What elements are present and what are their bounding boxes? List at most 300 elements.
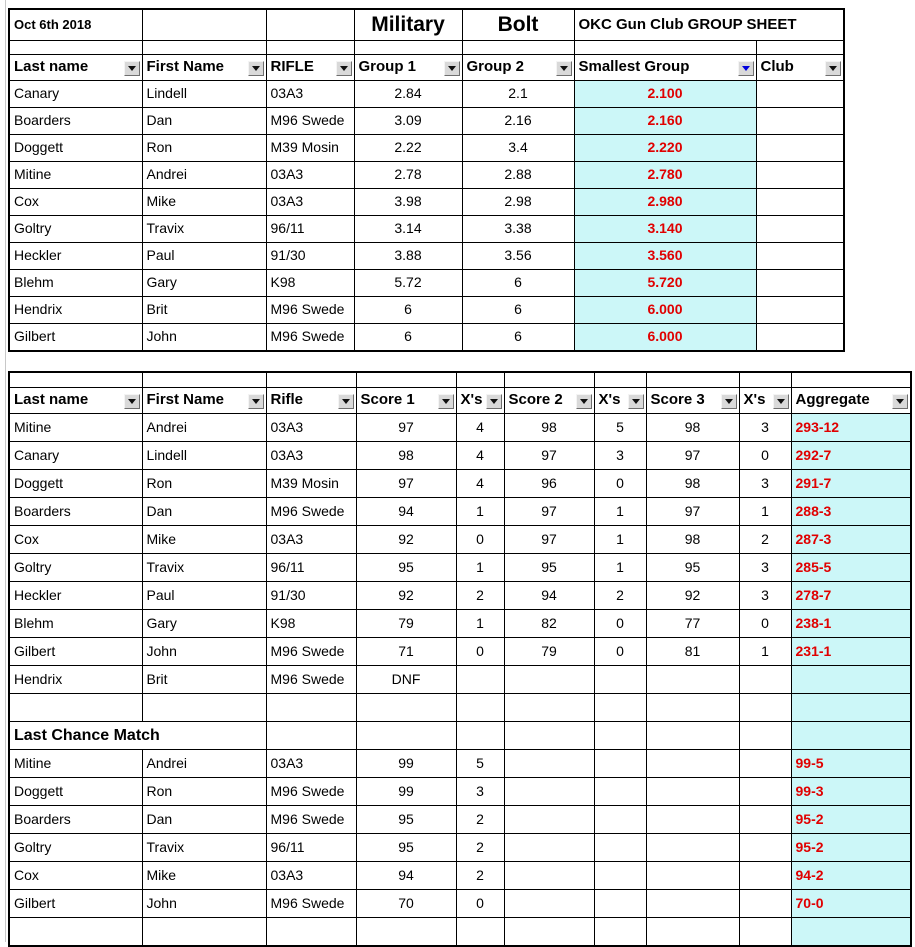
- cell[interactable]: Goltry: [9, 834, 142, 862]
- cell[interactable]: 1: [739, 498, 791, 526]
- cell[interactable]: 1: [594, 554, 646, 582]
- cell[interactable]: M96 Swede: [266, 778, 356, 806]
- cell[interactable]: 6.000: [574, 297, 756, 324]
- cell[interactable]: [646, 778, 739, 806]
- cell[interactable]: 2.160: [574, 108, 756, 135]
- cell[interactable]: 97: [504, 442, 594, 470]
- column-header-x-s[interactable]: [739, 388, 791, 414]
- filter-arrow-icon[interactable]: [486, 394, 502, 409]
- cell[interactable]: 2: [456, 862, 504, 890]
- cell[interactable]: 03A3: [266, 862, 356, 890]
- cell[interactable]: 2: [456, 582, 504, 610]
- column-header-first-name[interactable]: [142, 388, 266, 414]
- filter-arrow-icon[interactable]: [438, 394, 454, 409]
- cell[interactable]: Cox: [9, 189, 142, 216]
- filter-arrow-icon[interactable]: [721, 394, 737, 409]
- cell[interactable]: 03A3: [266, 414, 356, 442]
- cell[interactable]: [504, 890, 594, 918]
- cell[interactable]: [739, 806, 791, 834]
- cell[interactable]: Gilbert: [9, 638, 142, 666]
- cell[interactable]: Goltry: [9, 216, 142, 243]
- cell[interactable]: [594, 666, 646, 694]
- cell[interactable]: [739, 862, 791, 890]
- cell[interactable]: 92: [356, 526, 456, 554]
- cell[interactable]: [646, 834, 739, 862]
- cell[interactable]: Andrei: [142, 750, 266, 778]
- cell[interactable]: Mitine: [9, 162, 142, 189]
- cell[interactable]: [756, 243, 844, 270]
- column-header-group-1[interactable]: [354, 55, 462, 81]
- cell[interactable]: 4: [456, 442, 504, 470]
- cell[interactable]: 94-2: [791, 862, 911, 890]
- cell[interactable]: [142, 372, 266, 388]
- cell[interactable]: [504, 778, 594, 806]
- cell[interactable]: 2.88: [462, 162, 574, 189]
- cell[interactable]: 2.98: [462, 189, 574, 216]
- column-header-score-1[interactable]: [356, 388, 456, 414]
- cell[interactable]: [142, 694, 266, 722]
- cell[interactable]: 95: [356, 554, 456, 582]
- cell[interactable]: [504, 372, 594, 388]
- cell[interactable]: [594, 372, 646, 388]
- cell[interactable]: 95: [356, 834, 456, 862]
- filter-arrow-icon[interactable]: [576, 394, 592, 409]
- cell[interactable]: 92: [356, 582, 456, 610]
- cell[interactable]: 96: [504, 470, 594, 498]
- cell[interactable]: 231-1: [791, 638, 911, 666]
- cell[interactable]: 1: [456, 498, 504, 526]
- cell[interactable]: [756, 41, 844, 55]
- cell[interactable]: Brit: [142, 297, 266, 324]
- cell[interactable]: [756, 270, 844, 297]
- cell[interactable]: 278-7: [791, 582, 911, 610]
- cell[interactable]: [646, 372, 739, 388]
- cell[interactable]: 0: [456, 526, 504, 554]
- cell[interactable]: [456, 694, 504, 722]
- cell[interactable]: 3.38: [462, 216, 574, 243]
- cell[interactable]: 94: [356, 498, 456, 526]
- cell[interactable]: 97: [504, 498, 594, 526]
- cell[interactable]: [462, 41, 574, 55]
- cell[interactable]: 288-3: [791, 498, 911, 526]
- cell[interactable]: 77: [646, 610, 739, 638]
- cell[interactable]: 5: [456, 750, 504, 778]
- cell[interactable]: 79: [356, 610, 456, 638]
- cell[interactable]: Boarders: [9, 498, 142, 526]
- cell[interactable]: 6: [462, 324, 574, 352]
- cell[interactable]: Doggett: [9, 778, 142, 806]
- cell[interactable]: 99-3: [791, 778, 911, 806]
- cell[interactable]: 3: [739, 470, 791, 498]
- cell[interactable]: 91/30: [266, 243, 354, 270]
- cell[interactable]: [594, 750, 646, 778]
- cell[interactable]: [9, 372, 142, 388]
- cell[interactable]: [142, 9, 266, 41]
- cell[interactable]: Ron: [142, 778, 266, 806]
- cell[interactable]: 0: [456, 638, 504, 666]
- cell[interactable]: Andrei: [142, 414, 266, 442]
- cell[interactable]: 293-12: [791, 414, 911, 442]
- cell[interactable]: 03A3: [266, 81, 354, 108]
- cell[interactable]: [791, 694, 911, 722]
- cell[interactable]: 2: [456, 834, 504, 862]
- filter-arrow-icon[interactable]: [338, 394, 354, 409]
- cell[interactable]: [504, 834, 594, 862]
- cell[interactable]: M96 Swede: [266, 890, 356, 918]
- cell[interactable]: [739, 834, 791, 862]
- cell[interactable]: 70-0: [791, 890, 911, 918]
- cell[interactable]: [504, 694, 594, 722]
- filter-arrow-icon[interactable]: [628, 394, 644, 409]
- cell[interactable]: [504, 806, 594, 834]
- cell[interactable]: Heckler: [9, 243, 142, 270]
- cell[interactable]: Paul: [142, 582, 266, 610]
- cell[interactable]: [646, 722, 739, 750]
- cell[interactable]: 2.100: [574, 81, 756, 108]
- date-cell[interactable]: Oct 6th 2018: [9, 9, 142, 41]
- column-header-first-name[interactable]: [142, 55, 266, 81]
- cell[interactable]: [594, 890, 646, 918]
- column-header-smallest-group[interactable]: [574, 55, 756, 81]
- cell[interactable]: Mike: [142, 862, 266, 890]
- cell[interactable]: 3: [739, 554, 791, 582]
- cell[interactable]: 6: [354, 297, 462, 324]
- cell[interactable]: 82: [504, 610, 594, 638]
- cell[interactable]: 2.84: [354, 81, 462, 108]
- cell[interactable]: 6.000: [574, 324, 756, 352]
- cell[interactable]: 03A3: [266, 189, 354, 216]
- cell[interactable]: [356, 722, 456, 750]
- column-header-last-name[interactable]: [9, 388, 142, 414]
- cell[interactable]: [756, 162, 844, 189]
- cell[interactable]: 3: [594, 442, 646, 470]
- cell[interactable]: 99-5: [791, 750, 911, 778]
- cell[interactable]: [739, 778, 791, 806]
- cell[interactable]: 3: [739, 582, 791, 610]
- section-title[interactable]: Last Chance Match: [9, 722, 266, 750]
- filter-arrow-icon[interactable]: [773, 394, 789, 409]
- cell[interactable]: 238-1: [791, 610, 911, 638]
- column-header-aggregate[interactable]: [791, 388, 911, 414]
- cell[interactable]: Dan: [142, 806, 266, 834]
- cell[interactable]: Mitine: [9, 414, 142, 442]
- cell[interactable]: Mike: [142, 526, 266, 554]
- cell[interactable]: [791, 666, 911, 694]
- cell[interactable]: John: [142, 638, 266, 666]
- cell[interactable]: Blehm: [9, 270, 142, 297]
- cell[interactable]: [266, 694, 356, 722]
- cell[interactable]: [504, 722, 594, 750]
- cell[interactable]: 99: [356, 778, 456, 806]
- cell[interactable]: 2: [594, 582, 646, 610]
- column-header-club[interactable]: [756, 55, 844, 81]
- cell[interactable]: [646, 890, 739, 918]
- cell[interactable]: Travix: [142, 834, 266, 862]
- cell[interactable]: 91/30: [266, 582, 356, 610]
- cell[interactable]: [756, 108, 844, 135]
- cell[interactable]: 03A3: [266, 442, 356, 470]
- cell[interactable]: Travix: [142, 554, 266, 582]
- cell[interactable]: 70: [356, 890, 456, 918]
- cell[interactable]: 1: [594, 526, 646, 554]
- filter-arrow-icon[interactable]: [892, 394, 908, 409]
- filter-arrow-icon[interactable]: [248, 61, 264, 76]
- cell[interactable]: 97: [504, 526, 594, 554]
- cell[interactable]: 96/11: [266, 216, 354, 243]
- cell[interactable]: 1: [739, 638, 791, 666]
- cell[interactable]: [266, 722, 356, 750]
- cell[interactable]: 96/11: [266, 834, 356, 862]
- cell[interactable]: 0: [594, 470, 646, 498]
- cell[interactable]: Gary: [142, 270, 266, 297]
- cell[interactable]: 0: [739, 610, 791, 638]
- cell[interactable]: Dan: [142, 498, 266, 526]
- cell[interactable]: 98: [646, 526, 739, 554]
- cell[interactable]: 2.780: [574, 162, 756, 189]
- filter-arrow-icon[interactable]: [444, 61, 460, 76]
- cell[interactable]: [594, 862, 646, 890]
- cell[interactable]: 6: [354, 324, 462, 352]
- cell[interactable]: M39 Mosin: [266, 470, 356, 498]
- cell[interactable]: 71: [356, 638, 456, 666]
- cell[interactable]: Goltry: [9, 554, 142, 582]
- cell[interactable]: [504, 666, 594, 694]
- cell[interactable]: M96 Swede: [266, 108, 354, 135]
- cell[interactable]: [646, 666, 739, 694]
- cell[interactable]: [756, 81, 844, 108]
- cell[interactable]: Ron: [142, 470, 266, 498]
- cell[interactable]: M96 Swede: [266, 498, 356, 526]
- cell[interactable]: 6: [462, 297, 574, 324]
- military-label[interactable]: Military: [354, 9, 462, 41]
- filter-arrow-icon[interactable]: [248, 394, 264, 409]
- cell[interactable]: 97: [646, 498, 739, 526]
- cell[interactable]: 2.220: [574, 135, 756, 162]
- column-header-score-3[interactable]: [646, 388, 739, 414]
- cell[interactable]: [756, 189, 844, 216]
- filter-arrow-icon[interactable]: [738, 61, 754, 76]
- cell[interactable]: [456, 722, 504, 750]
- cell[interactable]: M96 Swede: [266, 806, 356, 834]
- cell[interactable]: 95: [646, 554, 739, 582]
- cell[interactable]: 291-7: [791, 470, 911, 498]
- cell[interactable]: [739, 722, 791, 750]
- cell[interactable]: 5.72: [354, 270, 462, 297]
- cell[interactable]: [791, 722, 911, 750]
- filter-arrow-icon[interactable]: [124, 394, 140, 409]
- cell[interactable]: M96 Swede: [266, 638, 356, 666]
- cell[interactable]: Gary: [142, 610, 266, 638]
- cell[interactable]: Blehm: [9, 610, 142, 638]
- cell[interactable]: 287-3: [791, 526, 911, 554]
- cell[interactable]: 94: [504, 582, 594, 610]
- cell[interactable]: [456, 666, 504, 694]
- cell[interactable]: [574, 41, 756, 55]
- cell[interactable]: [646, 862, 739, 890]
- cell[interactable]: K98: [266, 270, 354, 297]
- filter-arrow-icon[interactable]: [825, 61, 841, 76]
- cell[interactable]: 95: [504, 554, 594, 582]
- cell[interactable]: 99: [356, 750, 456, 778]
- cell[interactable]: Boarders: [9, 806, 142, 834]
- cell[interactable]: 285-5: [791, 554, 911, 582]
- cell[interactable]: [356, 372, 456, 388]
- cell[interactable]: 4: [456, 470, 504, 498]
- cell[interactable]: 3.98: [354, 189, 462, 216]
- cell[interactable]: 3: [739, 414, 791, 442]
- cell[interactable]: Doggett: [9, 135, 142, 162]
- cell[interactable]: [356, 694, 456, 722]
- cell[interactable]: 3.09: [354, 108, 462, 135]
- filter-arrow-icon[interactable]: [124, 61, 140, 76]
- cell[interactable]: Canary: [9, 442, 142, 470]
- cell[interactable]: [142, 41, 266, 55]
- column-header-x-s[interactable]: [594, 388, 646, 414]
- cell[interactable]: 94: [356, 862, 456, 890]
- filter-arrow-icon[interactable]: [556, 61, 572, 76]
- cell[interactable]: 292-7: [791, 442, 911, 470]
- cell[interactable]: Lindell: [142, 81, 266, 108]
- bolt-label[interactable]: Bolt: [462, 9, 574, 41]
- cell[interactable]: 95-2: [791, 806, 911, 834]
- cell[interactable]: Boarders: [9, 108, 142, 135]
- cell[interactable]: 4: [456, 414, 504, 442]
- cell[interactable]: [594, 778, 646, 806]
- cell[interactable]: 98: [504, 414, 594, 442]
- cell[interactable]: Heckler: [9, 582, 142, 610]
- cell[interactable]: [739, 750, 791, 778]
- cell[interactable]: [594, 722, 646, 750]
- cell[interactable]: John: [142, 324, 266, 352]
- cell[interactable]: 98: [646, 470, 739, 498]
- cell[interactable]: 98: [356, 442, 456, 470]
- cell[interactable]: M96 Swede: [266, 297, 354, 324]
- cell[interactable]: [266, 9, 354, 41]
- cell[interactable]: 97: [646, 442, 739, 470]
- cell[interactable]: 3.56: [462, 243, 574, 270]
- cell[interactable]: [756, 324, 844, 352]
- cell[interactable]: [9, 41, 142, 55]
- cell[interactable]: Paul: [142, 243, 266, 270]
- cell[interactable]: 3.560: [574, 243, 756, 270]
- cell[interactable]: [739, 372, 791, 388]
- cell[interactable]: Gilbert: [9, 890, 142, 918]
- cell[interactable]: 3.88: [354, 243, 462, 270]
- cell[interactable]: 95: [356, 806, 456, 834]
- cell[interactable]: 03A3: [266, 750, 356, 778]
- cell[interactable]: [504, 862, 594, 890]
- cell[interactable]: 5.720: [574, 270, 756, 297]
- cell[interactable]: 3.140: [574, 216, 756, 243]
- cell[interactable]: K98: [266, 610, 356, 638]
- cell[interactable]: 5: [594, 414, 646, 442]
- cell[interactable]: [791, 372, 911, 388]
- cell[interactable]: Doggett: [9, 470, 142, 498]
- filter-arrow-icon[interactable]: [336, 61, 352, 76]
- cell[interactable]: Hendrix: [9, 297, 142, 324]
- cell[interactable]: [456, 372, 504, 388]
- cell[interactable]: [756, 216, 844, 243]
- column-header-x-s[interactable]: [456, 388, 504, 414]
- cell[interactable]: [646, 806, 739, 834]
- cell[interactable]: 2: [739, 526, 791, 554]
- cell[interactable]: Hendrix: [9, 666, 142, 694]
- column-header-rifle[interactable]: [266, 388, 356, 414]
- cell[interactable]: 79: [504, 638, 594, 666]
- cell[interactable]: 2: [456, 806, 504, 834]
- cell[interactable]: [756, 297, 844, 324]
- cell[interactable]: 0: [456, 890, 504, 918]
- cell[interactable]: Ron: [142, 135, 266, 162]
- cell[interactable]: Travix: [142, 216, 266, 243]
- cell[interactable]: [266, 41, 354, 55]
- cell[interactable]: 03A3: [266, 162, 354, 189]
- cell[interactable]: 3: [456, 778, 504, 806]
- sheet-title[interactable]: OKC Gun Club GROUP SHEET: [574, 9, 844, 41]
- column-header-score-2[interactable]: [504, 388, 594, 414]
- cell[interactable]: [756, 135, 844, 162]
- cell[interactable]: 81: [646, 638, 739, 666]
- cell[interactable]: 97: [356, 414, 456, 442]
- cell[interactable]: 95-2: [791, 834, 911, 862]
- cell[interactable]: 96/11: [266, 554, 356, 582]
- cell[interactable]: John: [142, 890, 266, 918]
- column-header-rifle[interactable]: [266, 55, 354, 81]
- cell[interactable]: 97: [356, 470, 456, 498]
- cell[interactable]: [739, 694, 791, 722]
- cell[interactable]: Mitine: [9, 750, 142, 778]
- cell[interactable]: 2.78: [354, 162, 462, 189]
- cell[interactable]: M39 Mosin: [266, 135, 354, 162]
- cell[interactable]: [354, 41, 462, 55]
- cell[interactable]: 2.980: [574, 189, 756, 216]
- cell[interactable]: 03A3: [266, 526, 356, 554]
- cell[interactable]: 3.14: [354, 216, 462, 243]
- cell[interactable]: 92: [646, 582, 739, 610]
- cell[interactable]: [504, 750, 594, 778]
- cell[interactable]: Canary: [9, 81, 142, 108]
- cell[interactable]: Gilbert: [9, 324, 142, 352]
- cell[interactable]: 2.16: [462, 108, 574, 135]
- cell[interactable]: 1: [456, 554, 504, 582]
- cell[interactable]: [739, 666, 791, 694]
- cell[interactable]: Cox: [9, 526, 142, 554]
- cell[interactable]: 2.1: [462, 81, 574, 108]
- cell[interactable]: 0: [739, 442, 791, 470]
- cell[interactable]: [646, 750, 739, 778]
- cell[interactable]: Cox: [9, 862, 142, 890]
- cell[interactable]: [594, 806, 646, 834]
- cell[interactable]: Mike: [142, 189, 266, 216]
- cell[interactable]: Dan: [142, 108, 266, 135]
- column-header-last-name[interactable]: [9, 55, 142, 81]
- cell[interactable]: [9, 694, 142, 722]
- cell[interactable]: 98: [646, 414, 739, 442]
- cell[interactable]: 6: [462, 270, 574, 297]
- cell[interactable]: Andrei: [142, 162, 266, 189]
- cell[interactable]: 3.4: [462, 135, 574, 162]
- cell[interactable]: [594, 694, 646, 722]
- cell[interactable]: 2.22: [354, 135, 462, 162]
- cell[interactable]: 1: [594, 498, 646, 526]
- cell[interactable]: DNF: [356, 666, 456, 694]
- cell[interactable]: [266, 372, 356, 388]
- cell[interactable]: 0: [594, 610, 646, 638]
- cell[interactable]: [646, 694, 739, 722]
- cell[interactable]: [739, 890, 791, 918]
- cell[interactable]: [594, 834, 646, 862]
- cell[interactable]: 1: [456, 610, 504, 638]
